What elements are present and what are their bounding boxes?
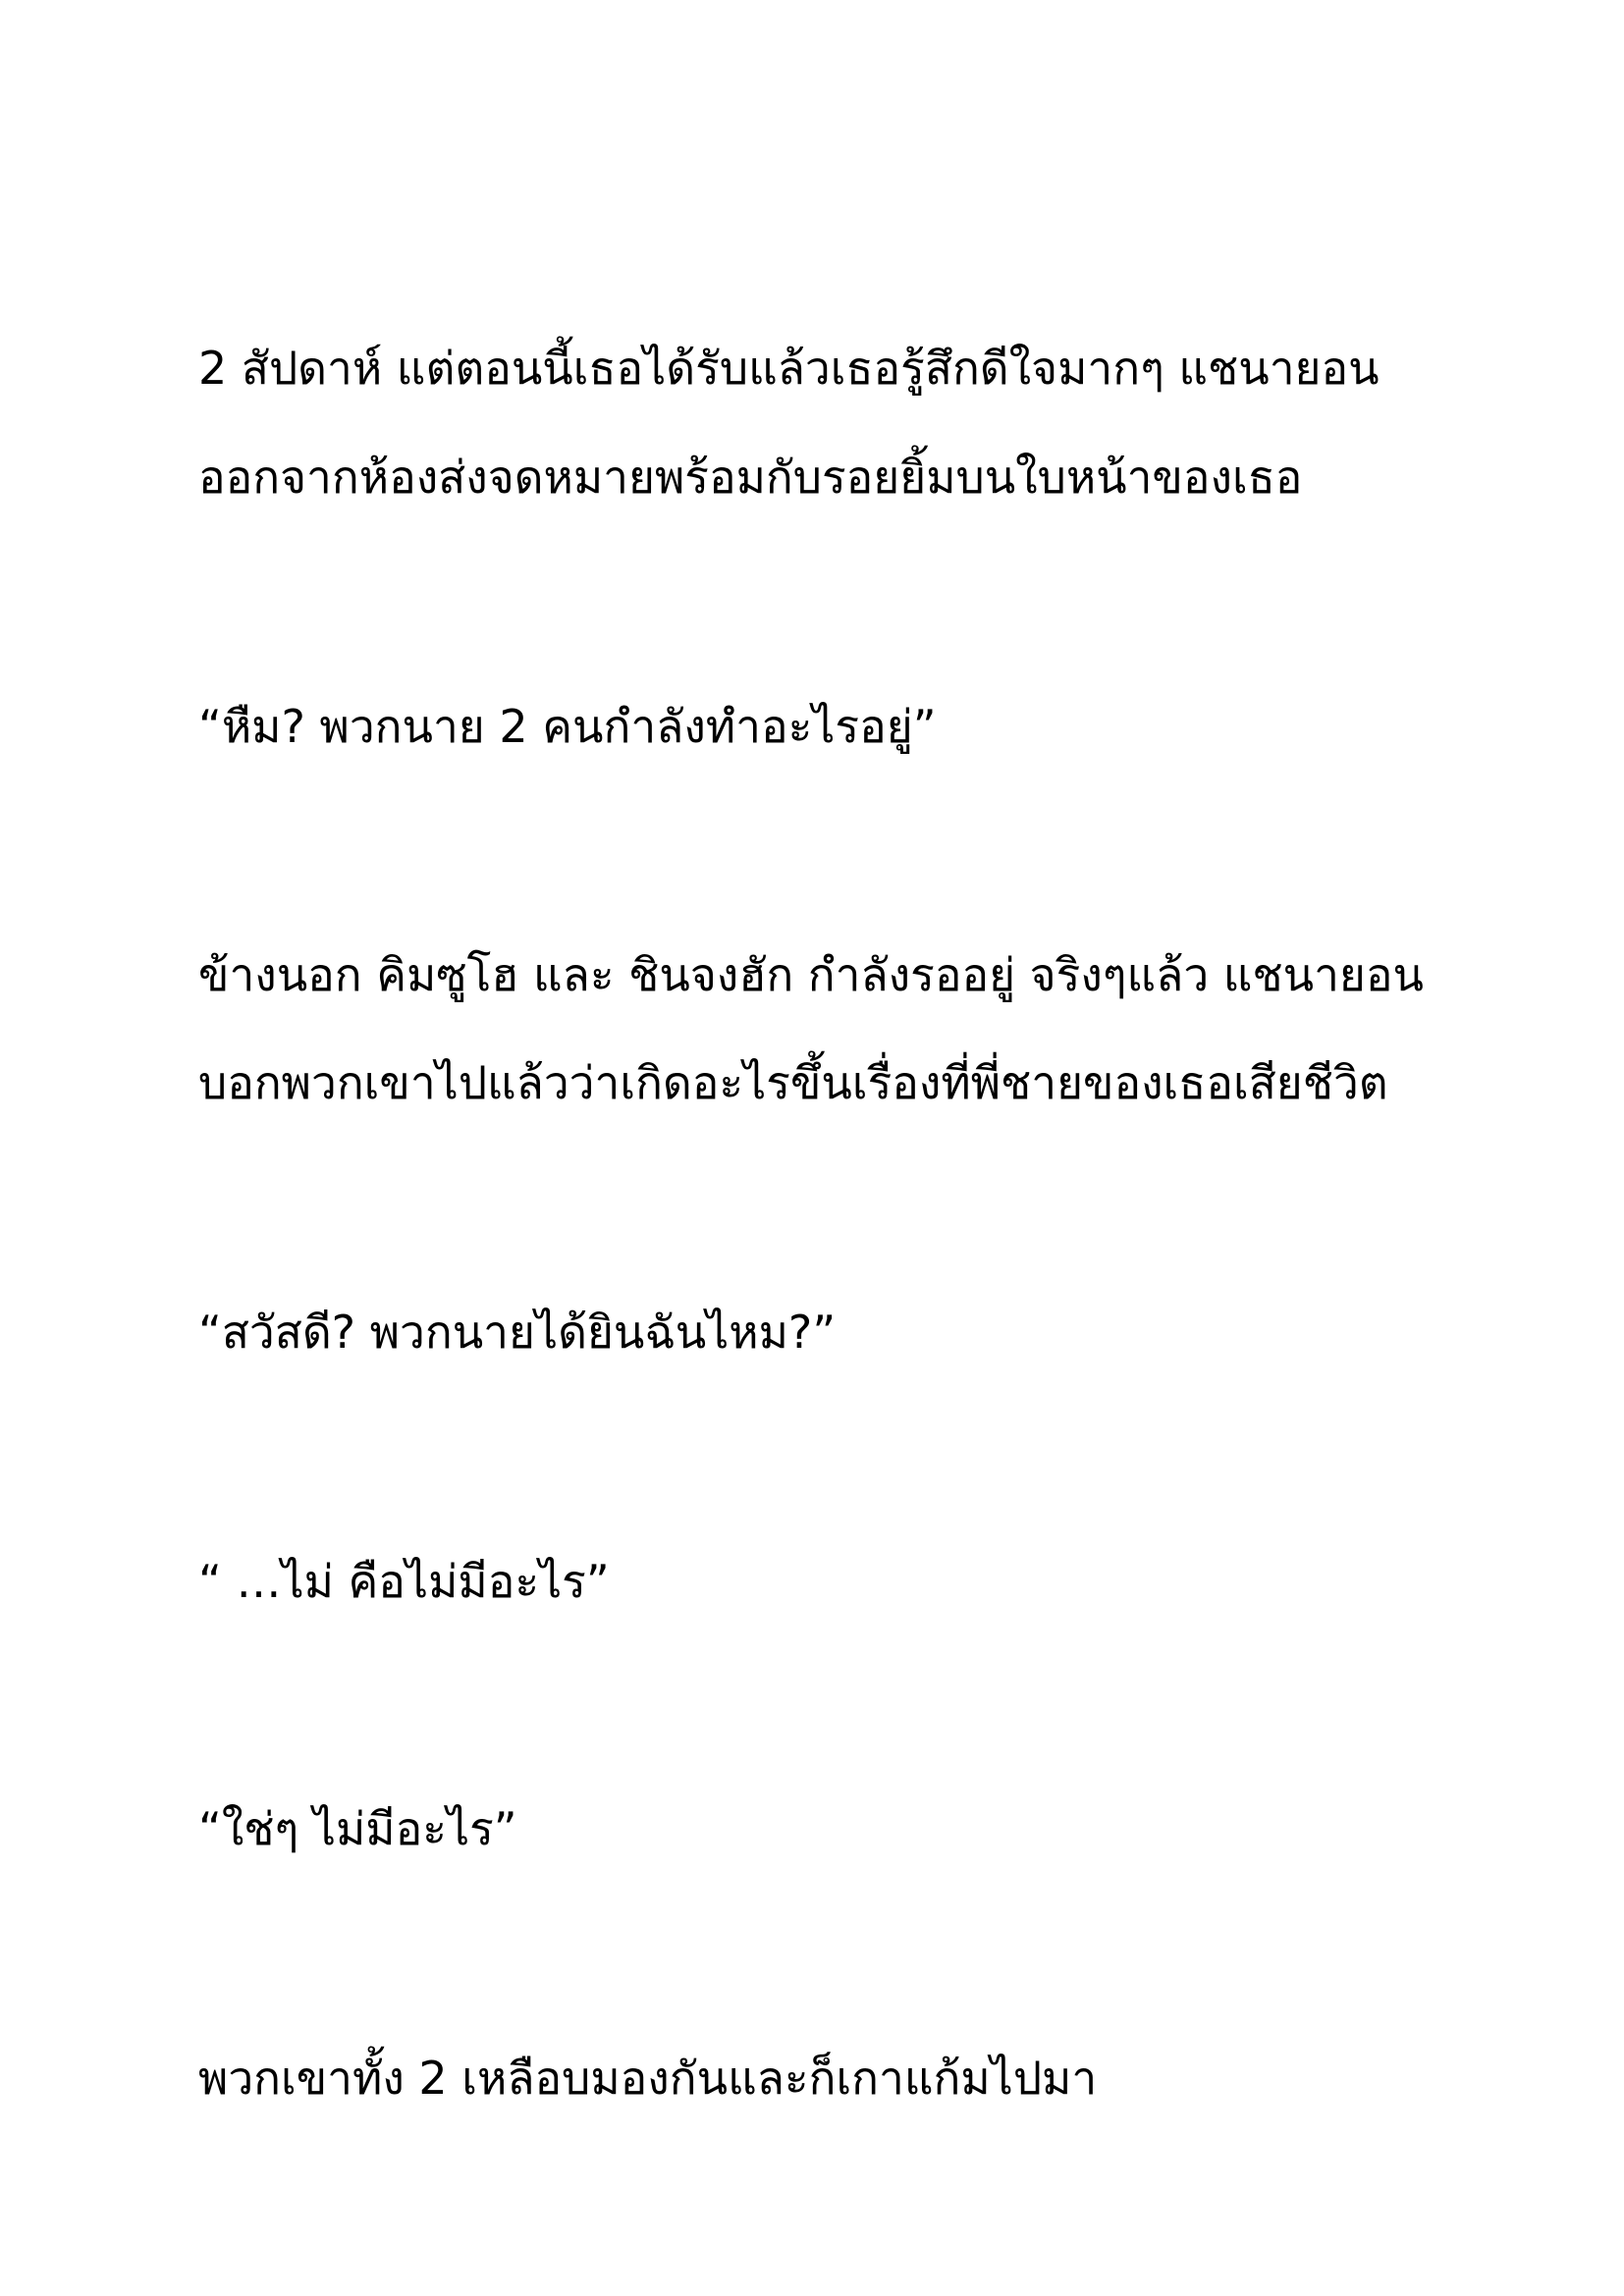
paragraph-2-line-2: บอกพวกเขาไปแล้วว่าเกิดอะไรขึ้นเรื่องที่พี่ชายของเธอเสียชีวิต [198,1056,1388,1109]
paragraph-2-line-1: ข้างนอก คิมซูโฮ และ ชินจงฮัก กำลังรออยู่ จริงๆแล้ว แชนายอน [198,948,1424,1001]
paragraph-1-line-2: ออกจากห้องส่งจดหมายพร้อมกับรอยยิ้มบนใบหน้าของเธอ [198,451,1303,504]
dialogue-line-1: “หืม? พวกนาย 2 คนกำลังทำอะไรอยู่” [198,700,937,753]
dialogue-line-3: “ …ไม่ คือไม่มีอะไร” [198,1555,610,1608]
dialogue-line-4: “ใช่ๆ ไม่มีอะไร” [198,1802,517,1855]
dialogue-line-2: “สวัสดี? พวกนายได้ยินฉันไหม?” [198,1306,837,1359]
paragraph-3-line-1: พวกเขาทั้ง 2 เหลือบมองกันและก็เกาแก้มไปมา [198,2052,1098,2105]
paragraph-1-line-1: 2 สัปดาห์ แต่ตอนนี้เธอได้รับแล้วเธอรู้สึกดีใจมากๆ แชนายอน [198,342,1380,395]
